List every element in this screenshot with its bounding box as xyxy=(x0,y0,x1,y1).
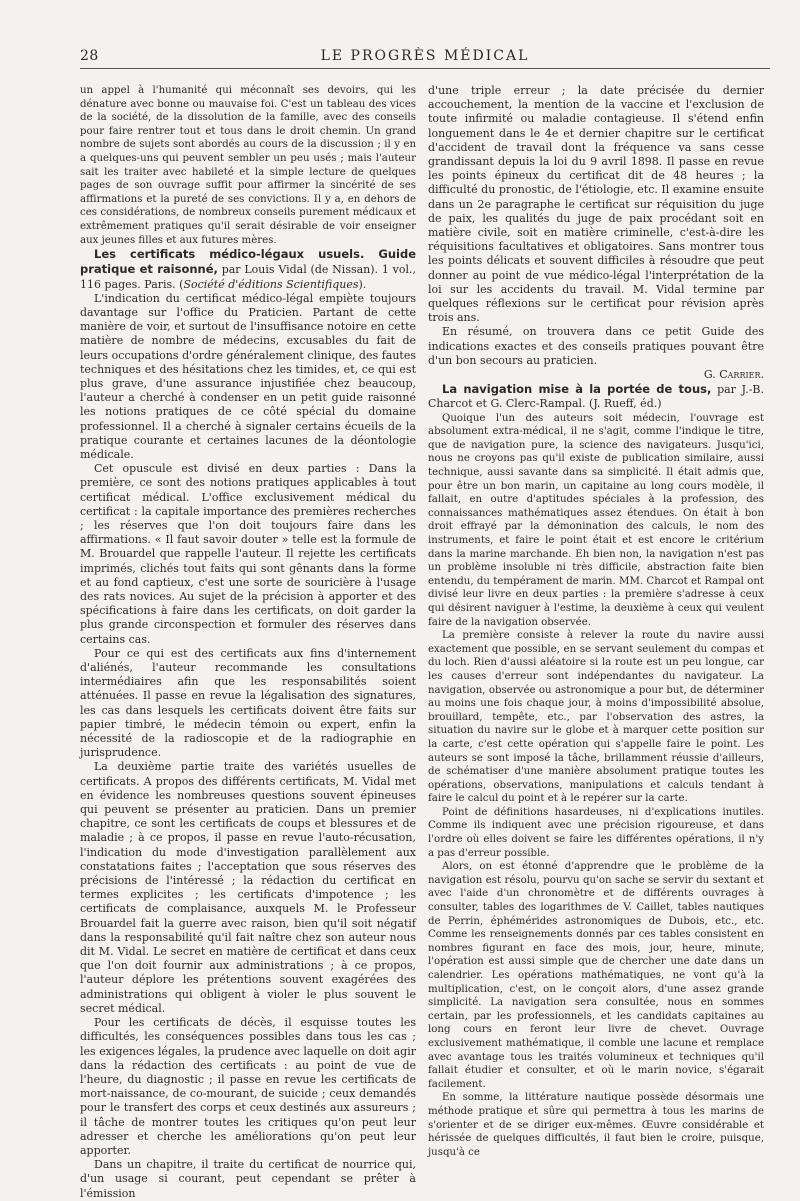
review1-paragraph-1: L'indication du certificat médico-légal empiète toujours davantage sur l'office du Praticien. Partant de cette manière de voir, et surtout de l'insuffisance notoire en cette matière de nombre de médecins, excusables du fait de leurs occupations d'ordre généralement clinique, des fautes techniques et des hésitations chez les timides, et, ce qui est plus grave, d'une assurance injustifiée chez beaucoup, l'auteur a cherché à condenser en un petit guide raisonné les notions pratiques de ce côté spécial du domaine professionnel. Il a cherché à signaler certains écueils de la pratique courante et certaines lacunes de la déontologie médicale. xyxy=(80,291,416,461)
running-title: LE PROGRÈS MÉDICAL xyxy=(320,48,530,64)
review1-byline: par Louis Vidal (de Nissan). 1 vol., 116 pages. Paris. ( xyxy=(80,263,416,291)
review1-paragraph-continued: d'une triple erreur ; la date précisée du dernier accouchement, la mention de la vaccine et l'exclusion de toute infirmité ou maladie contagieuse. Il s'étend enfin longuement dans le 4e et dernier chapitre sur le certificat d'accident de travail dont la fréquence va sans cesse grandissant depuis la loi du 9 avril 1898. Il passe en revue les points épineux du certificat dit de 48 heures ; la difficulté du pronostic, de l'étiologie, etc. Il examine ensuite dans un 2e paragraphe le certificat sur réquisition du juge de paix, les qualités du juge de paix procédant soit en matière civile, soit en matière criminelle, c'est-à-dire les réquisitions facultatives et obligatoires. Sans montrer tous les points délicats et souvent difficiles à résoudre que peut donner au point de vue médico-légal l'interprétation de la loi sur les accidents du travail. M. Vidal termine par quelques réflexions sur le certificat pour révision après trois ans. xyxy=(428,84,764,325)
review2-paragraph-2: La première consiste à relever la route du navire aussi exactement que possible, en se servant seulement du compas et du loch. Rien d'aussi aléatoire si la route est un peu longue, car les causes d'erreur sont indépendantes du navigateur. La navigation, observée ou astronomique a pour but, de déterminer au moins une fois chaque jour, à moins d'impossibilité absolue, brouillard, tempête, etc., par l'observation des astres, la situation du navire sur le globe et à marquer cette position sur la carte, c'est cette opération qui s'appelle faire le point. Les auteurs se sont imposé la tâche, brillamment réussie d'ailleurs, de schématiser d'une manière absolument pratique toutes les opérations, observations, manipulations et calculs tendant à faire le calcul du point et à le repérer sur la carte. xyxy=(428,630,764,805)
review1-paragraph-4: La deuxième partie traite des variétés usuelles de certificats. A propos des différents certificats, M. Vidal met en évidence les nombreuses questions souvent épineuses qui peuvent se présenter au praticien. Dans un premier chapitre, ce sont les certificats de coups et blessures et de maladie ; à ce propos, il passe en revue l'auto-récusation, l'indication du mode d'investigation parallèlement aux constatations faites ; l'acceptation que sous réserves des précisions de l'intéressé ; la rédaction du certificat en termes explicites ; les certificats d'impotence ; les certificats de complaisance, auxquels M. le Professeur Brouardel fait la guerre avec raison, bien qu'il soit négatif dans la responsabilité qu'il fait naître chez son auteur nous dit M. Vidal. Le secret en matière de certificat et dans ceux que l'on doit fournir aux administrations ; à ce propos, l'auteur déplore les prétentions souvent exagérées des administrations qui obligent à violer le plus souvent le secret médical. xyxy=(80,760,416,1015)
review1-paragraph-3: Pour ce qui est des certificats aux fins d'internement d'aliénés, l'auteur recommande les consultations intermédiaires afin que les responsabilités soient atténuées. Il passe en revue la légalisation des signatures, les cas dans lesquels les certificats doivent être faits sur papier timbré, le médecin témoin ou expert, enfin la nécessité de la radioscopie et de la radiographie en jurisprudence. xyxy=(80,646,416,760)
review1-summary: En résumé, on trouvera dans ce petit Guide des indications exactes et des conseils pratiques pouvant être d'un bon secours au praticien. xyxy=(428,325,764,367)
review2-paragraph-5: En somme, la littérature nautique possède désormais une méthode pratique et sûre qui permettra à tous les marins de s'orienter et de se diriger eux-mêmes. Œuvre considérable et hérissée de quelques difficultés, il faut bien le croire, puisque, jusqu'à ce xyxy=(428,1092,764,1158)
review2-byline: par J.-B. Charcot et G. Clerc-Rampal. (J. Rueff, éd.) xyxy=(428,383,765,411)
review1-paragraph-2: Cet opuscule est divisé en deux parties : Dans la première, ce sont des notions pratiques applicables à tout certificat médical. L'office exclusivement médical du certificat : la capitale importance des premières recherches ; les réserves que l'on doit toujours faire dans les affirmations. « Il faut savoir douter » telle est la formule de M. Brouardel que rappelle l'auteur. Il rejette les certificats imprimés, clichés tout faits qui sont gênants dans la forme et au fond captieux, c'est une sorte de souricière à l'usage des rats novices. Au sujet de la précision à apporter et des spécifications à faire dans les certificats, on doit garder la plus grande circonspection et formuler des réserves dans certains cas. xyxy=(80,462,416,646)
review1-publisher: Société d'éditions Scientifiques xyxy=(183,277,359,291)
header-rule xyxy=(80,68,770,69)
review1-title: Les certificats médico-légaux usuels. Guide pratique et raisonné, xyxy=(80,247,416,277)
review2-paragraph-1: Quoique l'un des auteurs soit médecin, l'ouvrage est absolument extra-médical, il ne s'agit, comme l'indique le titre, que de navigation pure, la science des navigateurs. Jusqu'ici, nous ne croyons pas qu'il existe de publication similaire, aussi technique, aussi savante dans sa simplicité. Il était admis que, pour être un bon marin, un capitaine au long cours modèle, il fallait, en outre d'aptitudes spéciales à la profession, des connaissances mathématiques assez étendues. On était à bon droit effrayé par la démonination des calculs, le nom des instruments, et faire le point était et est encore le critérium dans la marine marchande. Eh bien non, la navigation n'est pas un problème insoluble ni très difficile, abstraction faite bien entendu, du tempérament de marin. MM. Charcot et Rampal ont divisé leur livre en deux parties : la première s'adresse à ceux qui désirent naviguer à l'estime, la deuxième à ceux qui veulent faire de la navigation observée. xyxy=(428,412,764,628)
right-column xyxy=(428,84,764,1159)
review2-paragraph-3: Point de définitions hasardeuses, ni d'explications inutiles. Comme ils indiquent avec une précision rigoureuse, et dans l'ordre où elles doivent se faire les différentes opérations, il n'y a pas d'erreur possible. xyxy=(428,806,764,859)
review2-title: La navigation mise à la portée de tous, xyxy=(442,382,712,397)
page-header xyxy=(80,48,770,66)
review2-heading xyxy=(428,382,764,411)
review1-paragraph-5: Pour les certificats de décès, il esquisse toutes les difficultés, les conséquences possibles dans tous les cas ; les exigences légales, la prudence avec laquelle on doit agir dans la rédaction des certificats : au point de vue de l'heure, du diagnostic ; il passe en revue les certificats de mort-naissance, de co-mourant, de suicide ; ceux demandés pour le transfert des corps et ceux destinés aux assureurs ; il tâche de montrer toutes les critiques qu'on peut leur adresser et cherche les améliorations qu'on peut leur apporter. xyxy=(80,1016,416,1157)
review1-byline-end: ). xyxy=(358,277,367,291)
review1-heading xyxy=(80,247,416,292)
review2-paragraph-4: Alors, on est étonné d'apprendre que le problème de la navigation est résolu, pourvu qu'on sache se servir du sextant et avec l'aide d'un chronomètre et de différents ouvrages à consulter, tables des logarithmes de V. Caillet, tables nautiques de Perrin, éphémérides astronomiques de Dubois, etc., etc. Comme les renseignements donnés par ces tables consistent en nombres figurant en face des mois, jour, heure, minute, l'opération est aussi simple que de chercher une date dans un calendrier. Les opérations mathématiques, ne vont qu'à la multiplication, c'est, on le conçoit alors, d'une assez grande simplicité. La navigation sera consultée, nous en sommes certain, par les professionnels, et les candidats capitaines au long cours en feront leur livre de chevet. Ouvrage exclusivement mathématique, il comble une lacune et remplace avec avantage tous les traités volumineux et techniques qu'il fallait étudier et consulter, et où le marin novice, s'égarait facilement. xyxy=(428,861,764,1090)
review1-signature: G. Carrier. xyxy=(703,368,764,382)
review1-paragraph-6: Dans un chapitre, il traite du certificat de nourrice qui, d'un usage si courant, peut cependant se prêter à l'émission xyxy=(80,1158,416,1200)
intro-paragraph: un appel à l'humanité qui méconnaît ses devoirs, qui les dénature avec bonne ou mauvaise foi. C'est un tableau des vices de la société, de la dissolution de la famille, avec des conseils pour faire rentrer tout et tous dans le droit chemin. Un grand nombre de sujets sont abordés au cours de la discussion ; il y en a quelques-uns qui peuvent sembler un peu usés ; mais l'auteur sait les traiter avec habileté et la simple lecture de quelques pages de son ouvrage suffit pour affirmer la sincérité de ses affirmations et la pureté de ses convictions. Il y a, en dehors de ces considérations, de nombreux conseils purement médicaux et extrêmement pratiques qu'il serait désirable de voir enseigner aux jeunes filles et aux futures mères. xyxy=(80,85,416,246)
page-number: 28 xyxy=(80,48,99,64)
left-column xyxy=(80,84,416,1201)
